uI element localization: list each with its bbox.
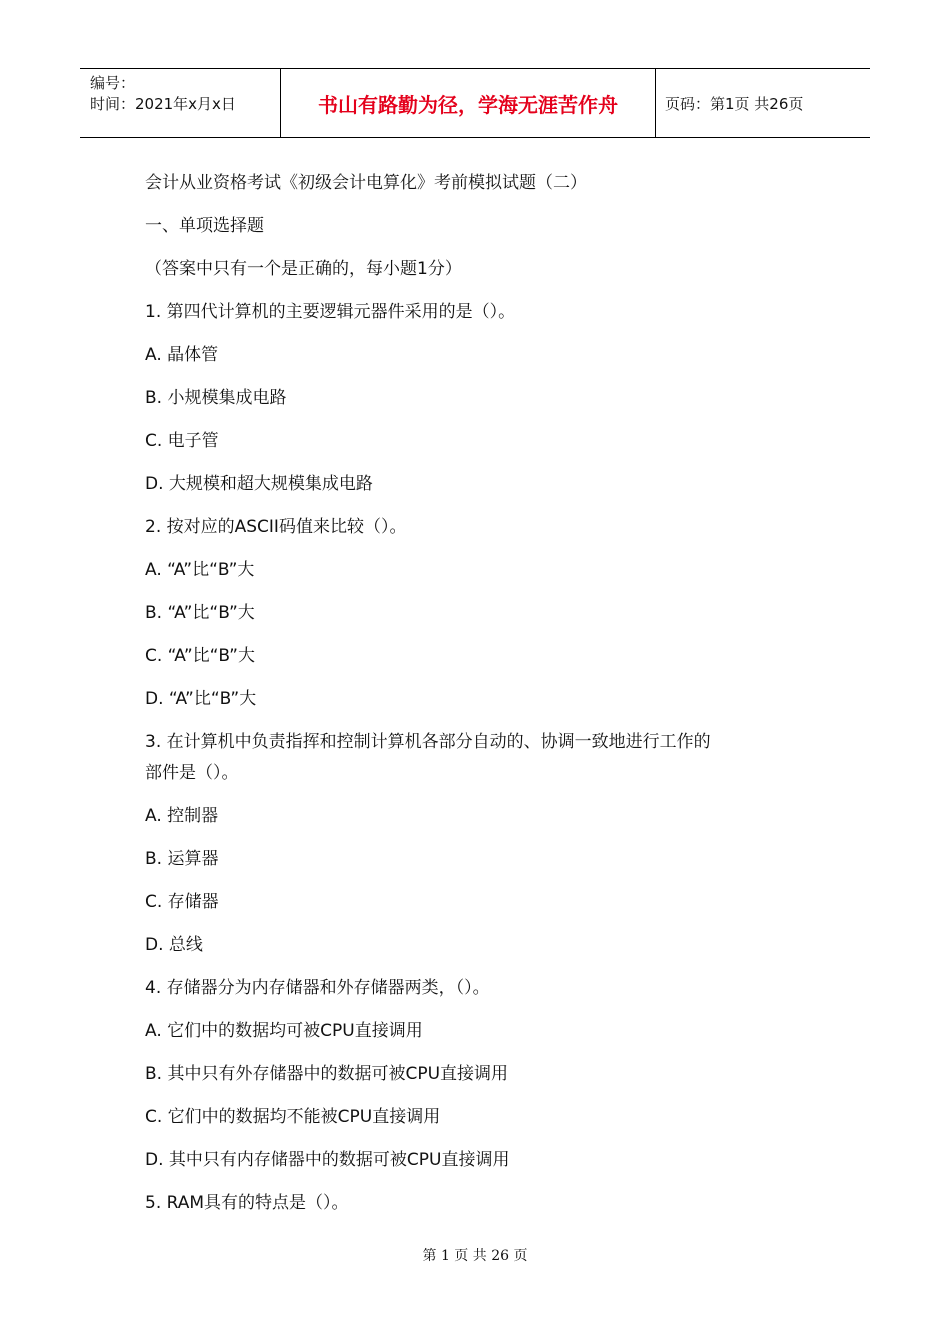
header-motto: 书山有路勤为径，学海无涯苦作舟 [318,92,618,117]
option-line: B. 其中只有外存储器中的数据可被CPU直接调用 [145,1064,509,1084]
question-line: 3. 在计算机中负责指挥和控制计算机各部分自动的、协调一致地进行工作的 [145,732,711,752]
option-line: C. 它们中的数据均不能被CPU直接调用 [145,1107,441,1127]
option-line: D. 其中只有内存储器中的数据可被CPU直接调用 [145,1150,510,1170]
header-meta [80,69,280,137]
question-line: 4. 存储器分为内存储器和外存储器两类，（）。 [145,978,490,998]
header-motto-cell [280,69,656,137]
option-line: A. 控制器 [145,806,219,826]
option-line: D. 总线 [145,935,203,955]
header-page-info: 页码：第1页 共26页 [665,94,804,113]
option-line: D. “A”比“B”大 [145,689,257,709]
page-header [80,68,870,138]
page-footer: 第 1 页 共 26 页 [422,1248,528,1264]
option-line: D. 大规模和超大规模集成电路 [145,474,373,494]
option-line: B. 小规模集成电路 [145,388,287,408]
option-line: C. “A”比“B”大 [145,646,255,666]
option-line: B. 运算器 [145,849,219,869]
doc-title: 会计从业资格考试《初级会计电算化》考前模拟试题（二） [145,173,587,193]
option-line: C. 电子管 [145,431,219,451]
number-label: 编号： [90,74,136,92]
option-line: A. 晶体管 [145,345,219,365]
section-note: （答案中只有一个是正确的，每小题1分） [145,259,462,279]
option-line: A. 它们中的数据均可被CPU直接调用 [145,1021,423,1041]
option-line: B. “A”比“B”大 [145,603,255,623]
option-line: C. 存储器 [145,892,219,912]
question-line-continued: 部件是（）。 [145,763,239,783]
section-heading: 一、单项选择题 [145,216,264,236]
date-line: 时间：2021年x月x日 [90,95,236,113]
question-line: 5. RAM具有的特点是（）。 [145,1193,349,1213]
question-line: 2. 按对应的ASCII码值来比较（）。 [145,517,407,537]
question-line: 1. 第四代计算机的主要逻辑元器件采用的是（）。 [145,302,516,322]
option-line: A. “A”比“B”大 [145,560,255,580]
document-body [145,168,825,1219]
